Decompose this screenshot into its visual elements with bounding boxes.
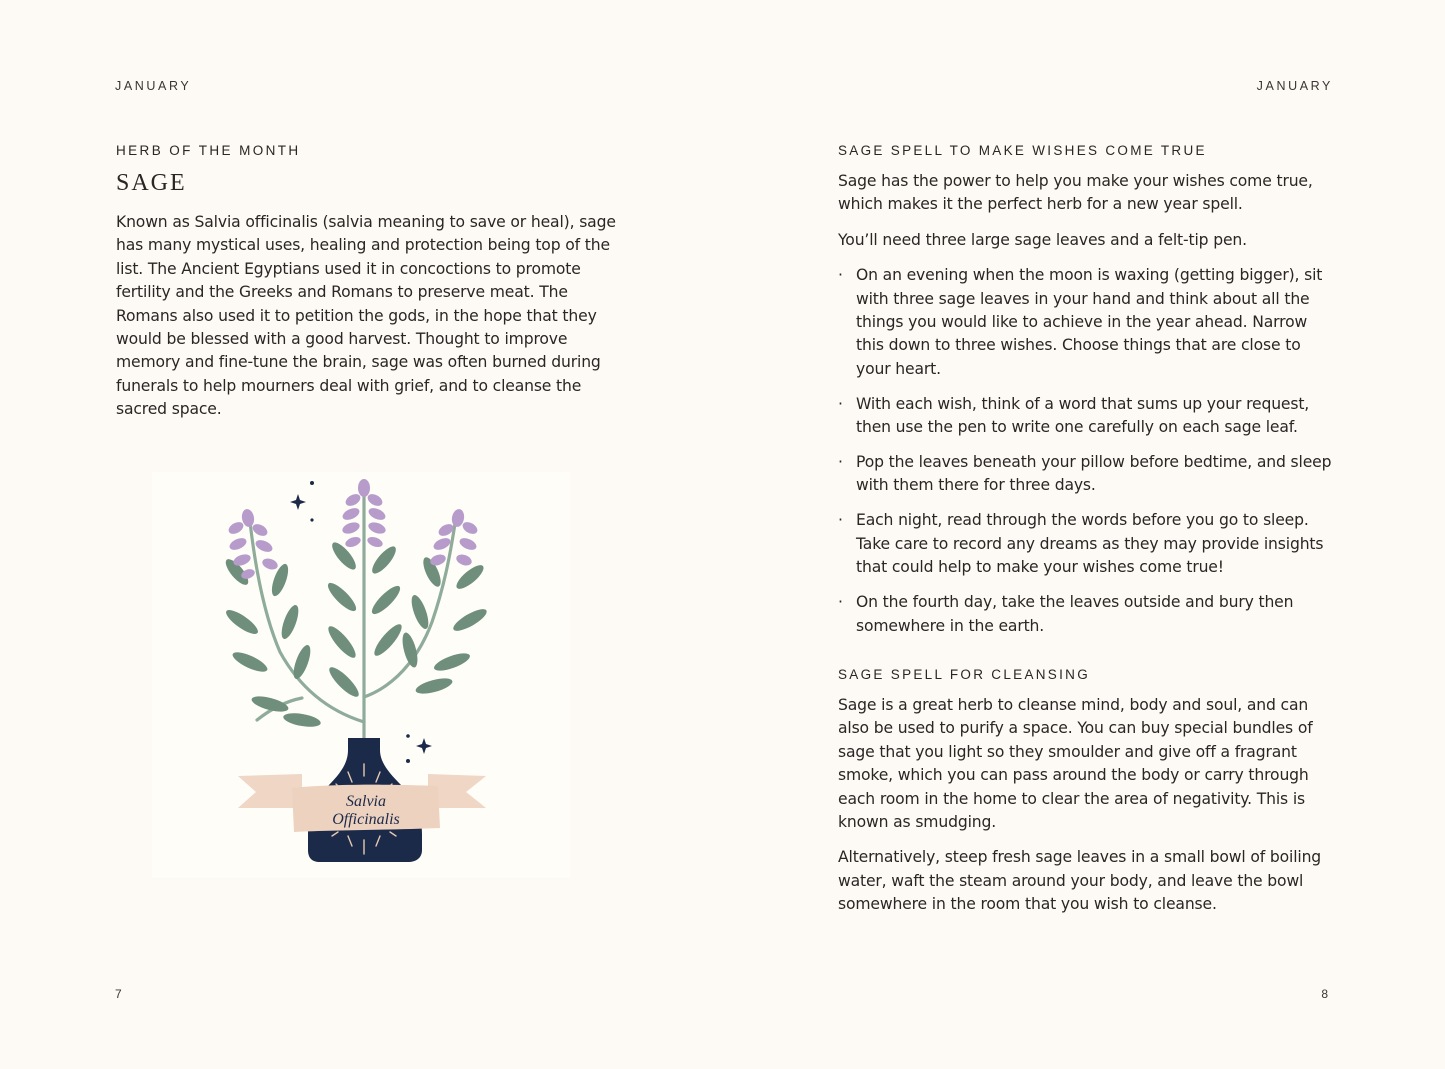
cleansing-spell-section <box>838 667 1338 917</box>
running-head-left: JANUARY <box>115 79 192 93</box>
bullet-icon: · <box>838 593 843 612</box>
list-item <box>838 393 1338 440</box>
bullet-icon: · <box>838 453 843 472</box>
banner-line-1: Salvia <box>346 793 386 810</box>
step-text: On an evening when the moon is waxing (getting bigger), sit with three sage leaves in your hand and think about all the things you would like to achieve in the year ahead. Narrow this down to three wishes. Choose things that are close to your heart. <box>856 266 1323 378</box>
step-text: Pop the leaves beneath your pillow before bedtime, and sleep with them there for three days. <box>856 453 1332 495</box>
list-item <box>838 591 1338 638</box>
wishes-spell-heading: SAGE SPELL TO MAKE WISHES COME TRUE <box>838 143 1207 158</box>
list-item <box>838 264 1338 381</box>
bullet-icon: · <box>838 266 843 285</box>
cleansing-paragraph: Sage is a great herb to cleanse mind, body and soul, and can also be used to purify a space. You can buy special bundles of sage that you light so they smoulder and give off a fragrant smoke, which you can pass around the body or carry through each room in the home to clear the area of negativity. This is known as smudging. <box>838 695 1313 831</box>
section-kicker: HERB OF THE MONTH <box>116 143 301 158</box>
right-page <box>722 0 1445 1069</box>
wishes-spell-materials: You’ll need three large sage leaves and a felt-tip pen. <box>838 230 1247 249</box>
running-head-right: JANUARY <box>1256 79 1333 93</box>
list-item <box>838 509 1338 579</box>
page-number-right: 8 <box>1321 987 1328 1001</box>
bullet-icon: · <box>838 511 843 530</box>
cleansing-spell-heading: SAGE SPELL FOR CLEANSING <box>838 666 1091 682</box>
spells-column <box>838 143 1338 917</box>
step-text: Each night, read through the words before you go to sleep. Take care to record any dreams as they may provide insights that could help to make your wishes come true! <box>856 511 1324 577</box>
left-page <box>0 0 722 1069</box>
herb-of-month-section <box>116 143 616 422</box>
list-item <box>838 451 1338 498</box>
page-number-left: 7 <box>115 987 122 1001</box>
bullet-icon: · <box>838 394 843 413</box>
banner-line-2: Officinalis <box>332 811 400 828</box>
wishes-spell-intro: Sage has the power to help you make your wishes come true, which makes it the perfect herb for a new year spell. <box>838 172 1313 214</box>
sage-plant-icon <box>152 472 570 878</box>
step-text: With each wish, think of a word that sums up your request, then use the pen to write one carefully on each sage leaf. <box>856 394 1310 437</box>
herb-description: Known as Salvia officinalis (salvia meaning to save or heal), sage has many mystical uses, healing and protection being top of the list. The Ancient Egyptians used it in concoctions to promote fertility and the Greeks and Romans to preserve meat. The Romans also used it to petition the gods, in the hope that they would be blessed with a good harvest. Thought to improve memory and fine-tune the brain, sage was often burned during funerals to help mourners deal with grief, and to cleanse the sacred space. <box>116 213 616 419</box>
wishes-spell-section <box>838 143 1338 638</box>
step-text: On the fourth day, take the leaves outside and bury then somewhere in the earth. <box>856 593 1294 635</box>
page-title: SAGE <box>116 170 187 196</box>
wishes-spell-steps <box>838 264 1338 638</box>
sage-illustration <box>152 472 570 878</box>
cleansing-paragraph: Alternatively, steep fresh sage leaves in a small bowl of boiling water, waft the steam around your body, and leave the bowl somewhere in the room that you wish to cleanse. <box>838 848 1322 914</box>
